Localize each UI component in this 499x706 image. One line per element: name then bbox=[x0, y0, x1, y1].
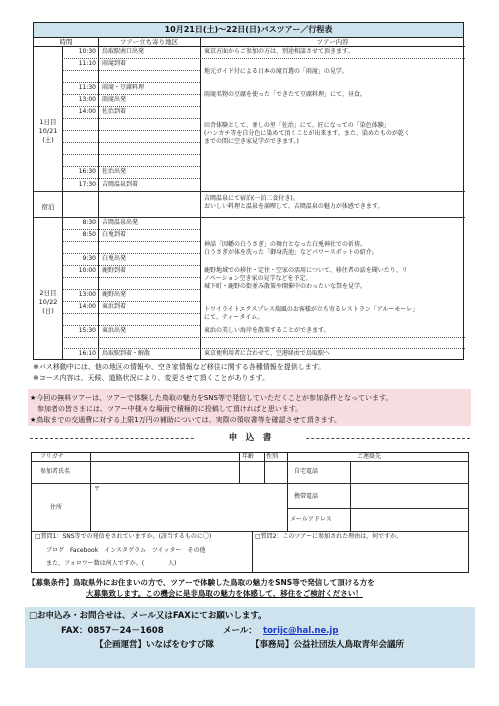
row-content: 田舎体験として、並しの里「佐治」にて、匠になっての「染色体験」 (ハンカチ等を自分色に染めて頂くことが出来ます。また、染めたものが乾く までの間に空き家見学ができます。) bbox=[204, 122, 410, 145]
question1: □質問1：SNS等での発信をされていますか。(該当するものに〇) bbox=[35, 533, 212, 540]
question2: □質問2：このツアーに参加された理由は、何ですか。 bbox=[255, 533, 403, 540]
row-stop: 鹿野出発 bbox=[102, 291, 127, 298]
row-stop: 雨滝到着 bbox=[102, 60, 127, 67]
schedule-table bbox=[33, 22, 464, 360]
participant-name-label: 参加者氏名 bbox=[40, 468, 71, 475]
row-stop: 吉岡温泉到着 bbox=[102, 181, 139, 188]
row-time: 16:10 bbox=[78, 350, 96, 357]
row-time: 15:30 bbox=[78, 327, 96, 334]
age-label: 年齢 bbox=[242, 453, 255, 460]
row-stop: 白兎出発 bbox=[102, 255, 127, 262]
notice-box bbox=[28, 389, 471, 426]
home-phone-label: 自宅電話 bbox=[294, 468, 319, 475]
row-content: 東京便利用者に合わせて、空港経由で鳥取駅へ bbox=[204, 350, 330, 357]
row-time: 16:30 bbox=[78, 168, 96, 175]
row-time: 13:00 bbox=[78, 96, 96, 103]
fax-number: FAX：0857－24－1608 bbox=[61, 626, 164, 636]
row-content: 地元ガイド付による日本の滝百選の「雨滝」の見学。 bbox=[204, 68, 348, 75]
row-stop: 佐治到着 bbox=[102, 108, 127, 115]
notice-line: ★鳥取までの交通費に対する上限1万円の補助については、実際の領収書等を確認させて頂きます。 bbox=[30, 416, 342, 424]
row-time: 10:30 bbox=[78, 48, 96, 55]
row-time: 14:00 bbox=[78, 108, 96, 115]
day2-label: 2日目 10/22 (日) bbox=[38, 289, 58, 315]
overnight-label: 宿泊 bbox=[41, 203, 55, 211]
question1-options: ブログ Facebook インスタグラム ツイッター その他 bbox=[46, 547, 206, 554]
row-content: トワイライトエクスプレス瑞風のお客様が立ち寄るレストラン「アルーモーレ」 にて、ティータイム。 bbox=[204, 306, 419, 321]
email-label: メールアドレス bbox=[290, 516, 332, 523]
mail-link[interactable]: torijc@hal.ne.jp bbox=[263, 626, 339, 636]
row-time: 8:30 bbox=[82, 219, 96, 226]
mobile-label: 携帯電話 bbox=[294, 493, 319, 500]
schedule-title: 10月21日(土)～22日(日)バスツアー／行程表 bbox=[34, 23, 463, 38]
contact-label: ご連絡先 bbox=[357, 453, 382, 460]
row-stop: 鳥取駅到着・解散 bbox=[102, 350, 151, 357]
row-stop: 雨滝出発 bbox=[102, 96, 127, 103]
mail-label: メール： bbox=[223, 626, 257, 636]
row-stop: 東浜出発 bbox=[102, 327, 127, 334]
note-line: ※コース内容は、天候、道路状況により、変更させて頂くことがあります。 bbox=[33, 374, 269, 382]
header-time: 時間 bbox=[34, 37, 98, 47]
contact-instruction: □お申込み・お問合せは、メール又はFAXにてお願いします。 bbox=[29, 611, 267, 621]
header-stop: ツアー立ち寄り地区 bbox=[98, 37, 200, 47]
header-content: ツアー内容 bbox=[200, 37, 465, 47]
row-stop: 吉岡温泉出発 bbox=[102, 219, 139, 226]
application-form bbox=[31, 452, 469, 573]
conditions-line: 【募集条件】鳥取県外にお住まいの方で、ツアーで体験した鳥取の魅力をSNS等で発信して頂ける方を bbox=[28, 578, 375, 587]
row-stop: 東浜到着 bbox=[102, 303, 127, 310]
notice-line: 参加者の皆さまには、ツアー中様々な場面で積極的に投稿して頂ければと思います。 bbox=[30, 405, 303, 413]
contact-box bbox=[25, 607, 475, 668]
note-line: ※バス移動中には、他の地区の情報や、空き家情報など移住に関する各種情報を提供します。 bbox=[33, 363, 326, 371]
row-stop: 佐治出発 bbox=[102, 168, 127, 175]
row-content: 神話「因幡の白うさぎ」の舞台となった白兎神社での祈祷。 白うさぎが体を洗った「御身洗池」などパワースポットの紹介。 bbox=[204, 241, 378, 256]
row-time: 11:10 bbox=[78, 60, 96, 67]
row-time: 11:30 bbox=[78, 84, 96, 91]
row-time: 8:50 bbox=[82, 231, 96, 238]
conditions-line: 大募集致します。この機会に是非鳥取の魅力を体感して、移住をご検討ください！ bbox=[86, 589, 363, 598]
row-content: 東京方面からご参加の方は、別途相談させて頂きます。 bbox=[204, 48, 354, 55]
row-time: 13:00 bbox=[78, 291, 96, 298]
row-stop: 鹿野到着 bbox=[102, 267, 127, 274]
row-time: 10:00 bbox=[78, 267, 96, 274]
question1-followers: また、フォロワー数は何人ですか。( 人) bbox=[46, 560, 177, 567]
row-time: 14:00 bbox=[78, 303, 96, 310]
row-content: 雨滝名物の豆腐を使った「できたて豆腐料理」にて、昼食。 bbox=[204, 91, 366, 98]
row-content: 鹿野地域での移住・定住・空家の活用について、移住者の話を聞いたり、リ ノベーション空き家の見学などを予定。 城下町・鹿野の街並み散策や開催中のわったいな祭を見学。 bbox=[204, 267, 408, 290]
overnight-content: 吉岡温泉にて宿泊(一泊二食付き)。 おいしい料理と温泉を満喫して、吉岡温泉の魅力が体感できます。 bbox=[204, 195, 384, 210]
planning-label: 【企画運営】いなばをむすび隊 bbox=[95, 640, 215, 650]
row-stop: 鳥取駅南口出発 bbox=[102, 48, 145, 55]
row-content: 東浜の美しい海岸を散策することができます。 bbox=[204, 327, 330, 334]
gender-label: 性別 bbox=[266, 453, 279, 460]
address-label: 住所 bbox=[50, 504, 63, 511]
notice-line: ★今回の無料ツアーは、ツアーで体験した鳥取の魅力をSNS等で発信していただくことが参加条件となっています。 bbox=[30, 394, 393, 402]
form-title: 申 込 書 bbox=[195, 432, 305, 444]
furigana-label: フリガナ bbox=[40, 453, 64, 460]
row-stop: 雨滝・豆腐料理 bbox=[102, 84, 145, 91]
day1-label: 1日目 10/21 (土) bbox=[38, 118, 58, 144]
postal-mark: 〒 bbox=[94, 486, 101, 493]
row-stop: 白兎到着 bbox=[102, 231, 127, 238]
row-time: 9:30 bbox=[82, 255, 96, 262]
row-time: 17:30 bbox=[78, 181, 96, 188]
office-label: 【事務局】公益社団法人鳥取青年会議所 bbox=[251, 640, 405, 650]
